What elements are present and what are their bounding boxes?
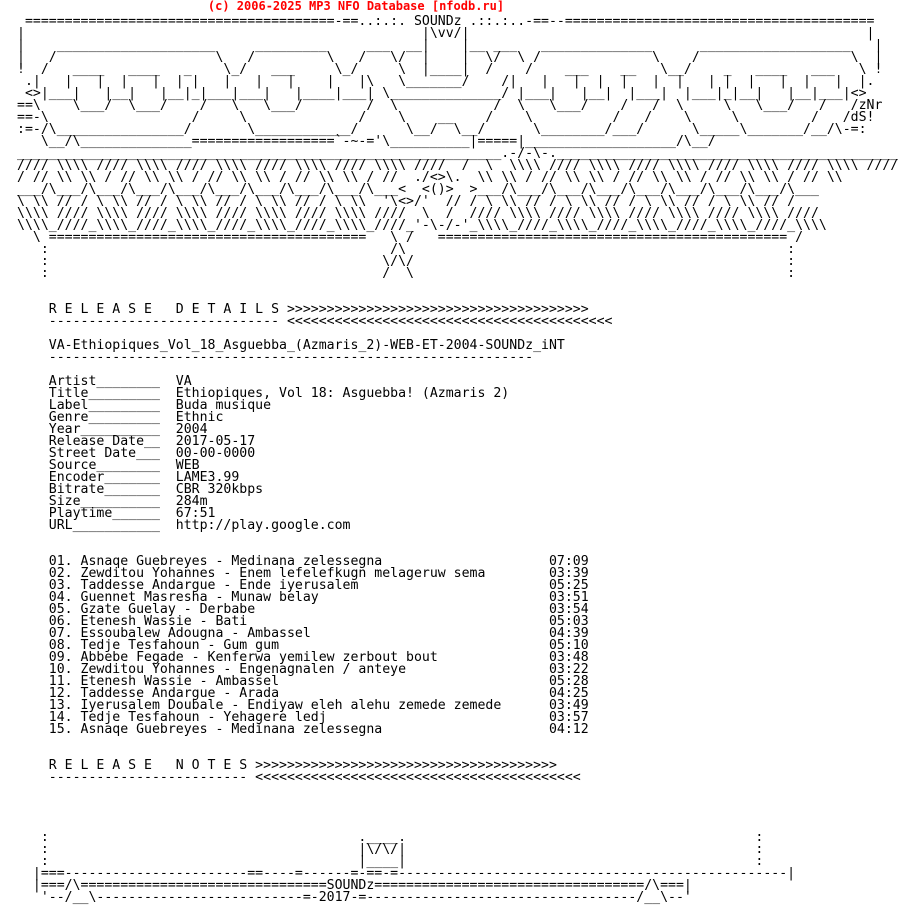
nfo-document: [17, 14, 898, 922]
track-row: 10. Zewditou Yohannes - Engenagnalen / anteye 03:22: [17, 662, 589, 677]
logo-ascii-line: <>|___| |__| |__|_|___|___| |____|___| \______________/ |___| |__| |___| |___|_|__| |__|___|<>: [17, 86, 867, 101]
footer-ascii-line: : |\/\/| :: [17, 842, 764, 857]
logo-ascii-line: | |\vv/| |: [17, 26, 875, 41]
site-copyright-banner: (c) 2006-2025 MP3 NFO Database [nfodb.ru]: [207, 0, 505, 13]
weave-ascii-line: \\\\_////_\\\\_////_\\\\_////_\\\\_////_\\\\_////_'-\-/-'_\\\\_////_\\\\_////_\\\\_////_\\\\_////_\\\\: [17, 218, 827, 233]
weave-ascii-line: _____________________________________________________________.-/-\-.___________________________________________: [17, 146, 898, 161]
detail-row: Artist________ VA: [17, 374, 192, 389]
track-row: 14. Tedje Tesfahoun - Yehagere ledj 03:57: [17, 710, 589, 725]
weave-ascii-line: / // \\ \\ / // \\ \\ / // \\ \\ / // \\ \\ / // ./<>\. \\ \\ / // \\ \\ / // \\ \\ / // \\ \\ / // \\: [17, 170, 843, 185]
track-row: 05. Gzate Guelay - Derbabe 03:54: [17, 602, 589, 617]
nfo-text: [17, 14, 898, 905]
logo-ascii-line: ! / ____ ____ _ \_/ ___ \_/ \ |____| / / ___ __ \__/ _ ____ ___ \ !: [17, 62, 883, 77]
footer-ascii-line: '--/__\--------------------------=-2017-=----------------------------------/__\--': [17, 890, 692, 905]
logo-ascii-line: | / \ / \ / \/ | | \/ \ / \ / \ |: [17, 50, 883, 65]
track-row: 13. Iyerusalem Doubale - Endiyaw eleh alehu zemede zemede 03:49: [17, 698, 589, 713]
detail-row: Bitrate_______ CBR 320kbps: [17, 482, 264, 497]
heading-underline: ----------------------------- <<<<<<<<<<<<<<<<<<<<<<<<<<<<<<<<<<<<<<<<<: [17, 314, 613, 329]
weave-ascii-line: \ \\ // / \ \\ // / \ \\ // / \ \\ // / \ \\ '\<>/' // / \ \\ // / \ \\ // / \ \\ // / \ \\ // /: [17, 194, 796, 209]
detail-row: Year__________ 2004: [17, 422, 208, 437]
release-details-heading: R E L E A S E D E T A I L S >>>>>>>>>>>>>>>>>>>>>>>>>>>>>>>>>>>>>>: [17, 302, 589, 317]
track-row: 15. Asnaqe Guebreyes - Medinana zelessegna 04:12: [17, 722, 589, 737]
weave-ascii-line: ___/\___/\___/\___/\___/\___/\___/\___/\___/\___< <()> >___/\___/\___/\___/\___/\___/\___/\___/\___: [17, 182, 819, 197]
detail-row: Encoder_______ LAME3.99: [17, 470, 240, 485]
release-notes-heading: R E L E A S E N O T E S >>>>>>>>>>>>>>>>>>>>>>>>>>>>>>>>>>>>>>: [17, 758, 557, 773]
detail-row: Street Date___ 00-00-0000: [17, 446, 256, 461]
weave-ascii-line: : / \ :: [17, 266, 796, 281]
detail-row: Size__________ 284m: [17, 494, 208, 509]
track-row: 12. Taddesse Andargue - Arada 04:25: [17, 686, 589, 701]
footer-ascii-line: |===/\===============================SOUNDz==================================/\===|: [17, 878, 692, 893]
detail-row: Genre_________ Ethnic: [17, 410, 224, 425]
track-row: 09. Abbebe Fegade - Kenferwa yemilew zerbout bout 03:48: [17, 650, 589, 665]
release-name-underline: -------------------------------------------------------------: [17, 350, 534, 365]
logo-ascii-line: ==\ \___/ \___/ / \ \___/ / \ / \ \___/ / / \ \ \___/ / /zNr: [17, 98, 883, 113]
release-name: VA-Ethiopiques_Vol_18_Asguebba_(Azmaris_2)-WEB-ET-2004-SOUNDz_iNT: [17, 338, 565, 353]
detail-row: Release Date__ 2017-05-17: [17, 434, 256, 449]
logo-ascii-line: .| | | | | | | | | | | |\ \_______/ /| | | | | | | | | | | | | |.: [17, 74, 875, 89]
detail-row: Source________ WEB: [17, 458, 200, 473]
logo-ascii-line: ==-\ / \ / \ __ / \ / / \ \ / /dS!: [17, 110, 875, 125]
weave-ascii-line: \ ======================================== \ / ============================================ /: [17, 230, 804, 245]
track-row: 04. Guennet Masresha - Munaw belay 03:51: [17, 590, 589, 605]
detail-row: URL___________ http://play.google.com: [17, 518, 351, 533]
track-row: 03. Taddesse Andargue - Ende iyerusalem 05:25: [17, 578, 589, 593]
track-row: 01. Asnaqe Guebreyes - Medinana zelessegna 07:09: [17, 554, 589, 569]
footer-ascii-line: |===-----------------------==----=------=-==-=-------------------------------------------------|: [17, 866, 796, 881]
detail-row: Title_________ Ethiopiques, Vol 18: Asguebba! (Azmaris 2): [17, 386, 510, 401]
logo-ascii-line: :=-/\________________/ \____________/ \__/ \__/ \________/___/ \_____\_______/__/\-=:: [17, 122, 867, 137]
track-row: 08. Tedje Tesfahoun - Gum gum 05:10: [17, 638, 589, 653]
weave-ascii-line: : \/\/ :: [17, 254, 796, 269]
weave-ascii-line: \\\\ //// \\\\ //// \\\\ //// \\\\ //// \\\\ //// \ / //// \\\\ //// \\\\ //// \\\\ //// \\\\ ////: [17, 206, 819, 221]
footer-ascii-line: : |____| :: [17, 854, 764, 869]
detail-row: Playtime______ 67:51: [17, 506, 216, 521]
track-row: 11. Etenesh Wassie - Ambassel 05:28: [17, 674, 589, 689]
weave-ascii-line: : /\ :: [17, 242, 796, 257]
track-row: 02. Zewditou Yohannes - Enem lefelefkugn melageruw sema 03:39: [17, 566, 589, 581]
footer-ascii-line: : .____. :: [17, 830, 764, 845]
weave-ascii-line: //// \\\\ //// \\\\ //// \\\\ //// \\\\ //// \\\\ //// / \ \\\\ //// \\\\ //// \\\\ //// \\\\ //// \\\\ ////: [17, 158, 898, 173]
detail-row: Label_________ Buda musique: [17, 398, 272, 413]
track-row: 06. Etenesh Wassie - Bati 05:03: [17, 614, 589, 629]
logo-ascii-line: \__/\______________==================`-~-='\__________|=====|___________________/\__/: [17, 134, 716, 149]
heading-underline: ------------------------- <<<<<<<<<<<<<<<<<<<<<<<<<<<<<<<<<<<<<<<<<: [17, 770, 581, 785]
logo-ascii-line: =======================================-==..:.:. SOUNDz .::.:..-==--=======================================: [17, 14, 875, 29]
logo-ascii-line: | ____________________ _________ ___ __| |__ ___ ______________ ___________________ |: [17, 38, 883, 53]
track-row: 07. Essoubalew Adougna - Ambassel 04:39: [17, 626, 589, 641]
